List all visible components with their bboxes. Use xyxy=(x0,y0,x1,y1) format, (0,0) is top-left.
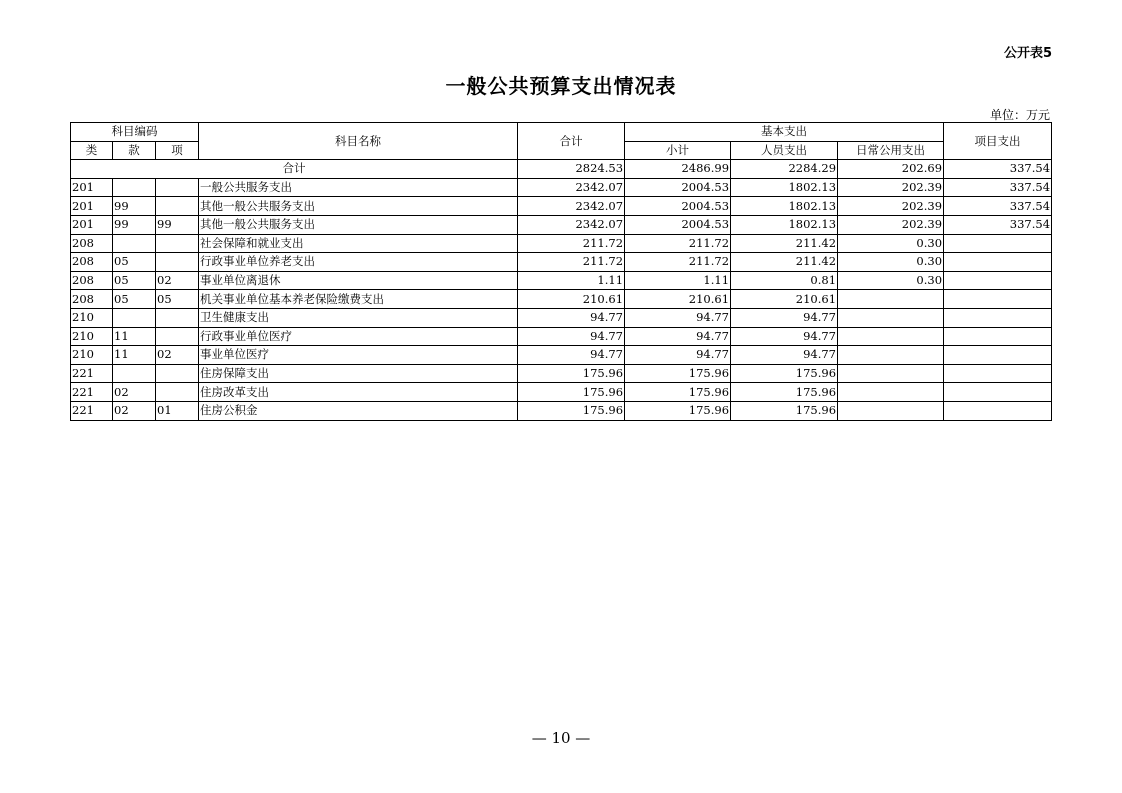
section-cell: 11 xyxy=(113,327,156,346)
personnel-cell: 175.96 xyxy=(731,401,838,420)
public-daily-cell xyxy=(838,327,944,346)
category-cell: 201 xyxy=(71,197,113,216)
table-row xyxy=(71,308,1052,327)
unit-label: 单位：万元 xyxy=(989,108,1050,122)
subtotal-cell: 94.77 xyxy=(625,308,731,327)
item-cell: 99 xyxy=(156,215,199,234)
subtotal-cell: 2004.53 xyxy=(625,178,731,197)
total-cell: 1.11 xyxy=(518,271,625,290)
header-subject-code: 科目编码 xyxy=(71,123,199,142)
public-daily-cell: 202.39 xyxy=(838,197,944,216)
subject-name-cell: 事业单位离退休 xyxy=(199,271,518,290)
header-project-expenditure: 项目支出 xyxy=(944,123,1052,160)
table-row xyxy=(71,253,1052,272)
total-label: 合计 xyxy=(71,160,518,179)
header-item: 项 xyxy=(156,141,199,160)
personnel-cell: 1802.13 xyxy=(731,178,838,197)
subtotal-cell: 175.96 xyxy=(625,364,731,383)
category-cell: 221 xyxy=(71,401,113,420)
total-cell: 94.77 xyxy=(518,327,625,346)
project-cell xyxy=(944,364,1052,383)
section-cell: 05 xyxy=(113,253,156,272)
total-cell: 2824.53 xyxy=(518,160,625,179)
item-cell xyxy=(156,327,199,346)
section-cell xyxy=(113,178,156,197)
subtotal-cell: 94.77 xyxy=(625,346,731,365)
project-cell: 337.54 xyxy=(944,197,1052,216)
subject-name-cell: 其他一般公共服务支出 xyxy=(199,215,518,234)
project-cell: 337.54 xyxy=(944,215,1052,234)
personnel-cell: 210.61 xyxy=(731,290,838,309)
subject-name-cell: 住房改革支出 xyxy=(199,383,518,402)
table-row xyxy=(71,401,1052,420)
public-daily-cell: 202.69 xyxy=(838,160,944,179)
section-cell: 99 xyxy=(113,197,156,216)
subtotal-cell: 2486.99 xyxy=(625,160,731,179)
personnel-cell: 2284.29 xyxy=(731,160,838,179)
header-public-daily: 日常公用支出 xyxy=(838,141,944,160)
table-row xyxy=(71,215,1052,234)
table-row xyxy=(71,178,1052,197)
project-cell xyxy=(944,234,1052,253)
budget-expenditure-table xyxy=(70,122,1052,421)
public-daily-cell xyxy=(838,401,944,420)
subtotal-cell: 175.96 xyxy=(625,383,731,402)
personnel-cell: 1802.13 xyxy=(731,215,838,234)
subject-name-cell: 行政事业单位养老支出 xyxy=(199,253,518,272)
public-daily-cell: 0.30 xyxy=(838,234,944,253)
header-subject-name: 科目名称 xyxy=(199,123,518,160)
total-cell: 94.77 xyxy=(518,346,625,365)
personnel-cell: 94.77 xyxy=(731,327,838,346)
total-cell: 211.72 xyxy=(518,253,625,272)
project-cell xyxy=(944,253,1052,272)
total-cell: 2342.07 xyxy=(518,215,625,234)
header-basic-expenditure: 基本支出 xyxy=(625,123,944,142)
item-cell: 01 xyxy=(156,401,199,420)
item-cell xyxy=(156,308,199,327)
section-cell: 99 xyxy=(113,215,156,234)
project-cell xyxy=(944,327,1052,346)
project-cell xyxy=(944,290,1052,309)
table-row xyxy=(71,271,1052,290)
project-cell xyxy=(944,346,1052,365)
section-cell: 02 xyxy=(113,401,156,420)
subtotal-cell: 2004.53 xyxy=(625,215,731,234)
public-daily-cell: 202.39 xyxy=(838,178,944,197)
category-cell: 201 xyxy=(71,215,113,234)
category-cell: 208 xyxy=(71,253,113,272)
subtotal-cell: 211.72 xyxy=(625,234,731,253)
category-cell: 210 xyxy=(71,308,113,327)
project-cell xyxy=(944,401,1052,420)
item-cell: 02 xyxy=(156,271,199,290)
subject-name-cell: 其他一般公共服务支出 xyxy=(199,197,518,216)
project-cell xyxy=(944,383,1052,402)
subtotal-cell: 1.11 xyxy=(625,271,731,290)
project-cell: 337.54 xyxy=(944,160,1052,179)
item-cell xyxy=(156,364,199,383)
subject-name-cell: 行政事业单位医疗 xyxy=(199,327,518,346)
total-cell: 175.96 xyxy=(518,364,625,383)
total-cell: 94.77 xyxy=(518,308,625,327)
subtotal-cell: 175.96 xyxy=(625,401,731,420)
form-number: 公开表5 xyxy=(1003,46,1052,61)
table-row xyxy=(71,290,1052,309)
total-cell: 175.96 xyxy=(518,383,625,402)
item-cell xyxy=(156,234,199,253)
personnel-cell: 94.77 xyxy=(731,346,838,365)
subject-name-cell: 社会保障和就业支出 xyxy=(199,234,518,253)
public-daily-cell xyxy=(838,290,944,309)
header-section: 款 xyxy=(113,141,156,160)
item-cell xyxy=(156,253,199,272)
subtotal-cell: 2004.53 xyxy=(625,197,731,216)
item-cell xyxy=(156,383,199,402)
header-subtotal: 小计 xyxy=(625,141,731,160)
public-daily-cell: 0.30 xyxy=(838,253,944,272)
header-total: 合计 xyxy=(518,123,625,160)
subtotal-cell: 94.77 xyxy=(625,327,731,346)
subtotal-cell: 211.72 xyxy=(625,253,731,272)
category-cell: 208 xyxy=(71,234,113,253)
subject-name-cell: 住房保障支出 xyxy=(199,364,518,383)
category-cell: 210 xyxy=(71,327,113,346)
table-row xyxy=(71,197,1052,216)
subtotal-cell: 210.61 xyxy=(625,290,731,309)
section-cell xyxy=(113,308,156,327)
personnel-cell: 175.96 xyxy=(731,364,838,383)
public-daily-cell xyxy=(838,383,944,402)
subject-name-cell: 事业单位医疗 xyxy=(199,346,518,365)
subject-name-cell: 卫生健康支出 xyxy=(199,308,518,327)
project-cell xyxy=(944,308,1052,327)
public-daily-cell: 202.39 xyxy=(838,215,944,234)
section-cell: 05 xyxy=(113,290,156,309)
table-header xyxy=(71,123,1052,160)
personnel-cell: 175.96 xyxy=(731,383,838,402)
total-row xyxy=(71,160,1052,179)
category-cell: 210 xyxy=(71,346,113,365)
table-row xyxy=(71,234,1052,253)
subject-name-cell: 住房公积金 xyxy=(199,401,518,420)
header-category: 类 xyxy=(71,141,113,160)
category-cell: 221 xyxy=(71,383,113,402)
category-cell: 201 xyxy=(71,178,113,197)
section-cell: 02 xyxy=(113,383,156,402)
table-row xyxy=(71,364,1052,383)
personnel-cell: 211.42 xyxy=(731,234,838,253)
table-body xyxy=(71,160,1052,420)
project-cell xyxy=(944,271,1052,290)
public-daily-cell xyxy=(838,308,944,327)
total-cell: 2342.07 xyxy=(518,178,625,197)
category-cell: 208 xyxy=(71,271,113,290)
item-cell: 02 xyxy=(156,346,199,365)
public-daily-cell: 0.30 xyxy=(838,271,944,290)
total-cell: 175.96 xyxy=(518,401,625,420)
item-cell xyxy=(156,178,199,197)
personnel-cell: 0.81 xyxy=(731,271,838,290)
personnel-cell: 211.42 xyxy=(731,253,838,272)
section-cell xyxy=(113,234,156,253)
section-cell: 05 xyxy=(113,271,156,290)
subject-name-cell: 一般公共服务支出 xyxy=(199,178,518,197)
section-cell: 11 xyxy=(113,346,156,365)
public-daily-cell xyxy=(838,364,944,383)
total-cell: 211.72 xyxy=(518,234,625,253)
category-cell: 208 xyxy=(71,290,113,309)
header-personnel: 人员支出 xyxy=(731,141,838,160)
table-row xyxy=(71,327,1052,346)
item-cell: 05 xyxy=(156,290,199,309)
personnel-cell: 1802.13 xyxy=(731,197,838,216)
category-cell: 221 xyxy=(71,364,113,383)
project-cell: 337.54 xyxy=(944,178,1052,197)
page-title: 一般公共预算支出情况表 xyxy=(445,74,677,98)
table-row xyxy=(71,383,1052,402)
section-cell xyxy=(113,364,156,383)
item-cell xyxy=(156,197,199,216)
public-daily-cell xyxy=(838,346,944,365)
table-row xyxy=(71,346,1052,365)
personnel-cell: 94.77 xyxy=(731,308,838,327)
subject-name-cell: 机关事业单位基本养老保险缴费支出 xyxy=(199,290,518,309)
total-cell: 210.61 xyxy=(518,290,625,309)
total-cell: 2342.07 xyxy=(518,197,625,216)
page-number: — 10 — xyxy=(531,729,591,747)
